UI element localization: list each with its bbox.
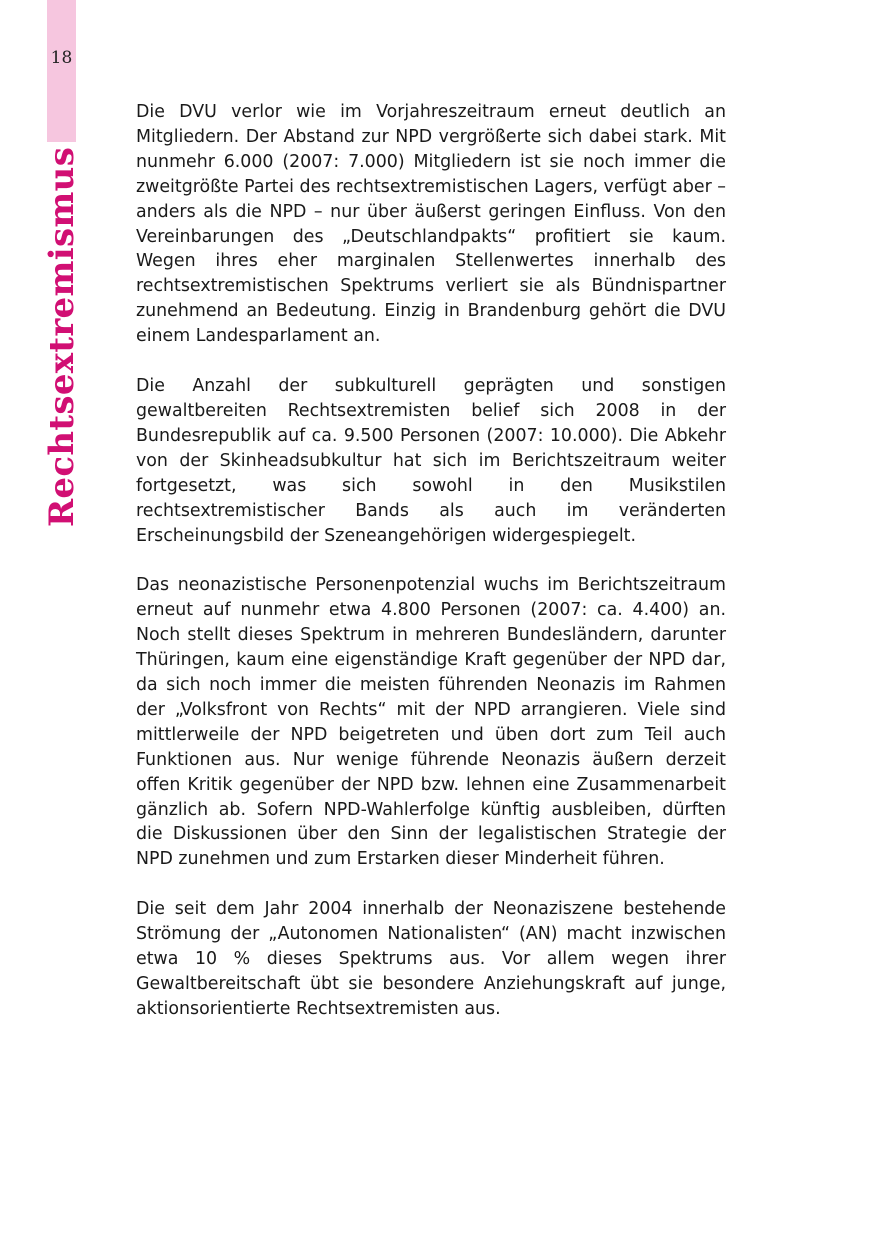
- section-title: Rechtsextremismus: [42, 146, 82, 528]
- main-text: [136, 100, 726, 1047]
- paragraph-subculture: Die Anzahl der subkulturell geprägten und sonstigen gewaltbereiten Rechtsextremisten belief sich 2008 in der Bundesrepublik auf ca. 9.500 Personen (2007: 10.000). Die Abkehr von der Skinheadsubkultur hat sich im Berichtszeitraum weiter fortgesetzt, was sich sowohl in den Musikstilen rechtsextremistischer Bands als auch im veränderten Erscheinungsbild der Szeneangehörigen widergespiegelt.: [136, 376, 726, 546]
- side-tab-marker: [47, 0, 76, 142]
- paragraph-neonazi: Das neonazistische Personenpotenzial wuchs im Berichtszeitraum erneut auf nunmehr etwa 4.800 Personen (2007: ca. 4.400) an. Noch stellt dieses Spektrum in mehreren Bundesländern, darunter Thüringen, kaum eine eigenständige Kraft gegenüber der NPD dar, da sich noch immer die meisten führenden Neonazis im Rahmen der „Volksfront von Rechts“ mit der NPD arrangieren. Viele sind mittlerweile der NPD beigetreten und üben dort zum Teil auch Funktionen aus. Nur wenige führende Neonazis äußern derzeit offen Kritik gegenüber der NPD bzw. lehnen eine Zusammenarbeit gänzlich ab. Sofern NPD-Wahlerfolge künftig ausbleiben, dürften die Diskussionen über den Sinn der legalistischen Strategie der NPD zunehmen und zum Erstarken dieser Minderheit führen.: [136, 575, 726, 870]
- page-number: 18: [50, 48, 73, 68]
- paragraph-autonomous-nationalists: Die seit dem Jahr 2004 innerhalb der Neonaziszene bestehende Strömung der „Autonomen Nationalisten“ (AN) macht inzwischen etwa 10 % dieses Spektrums aus. Vor allem wegen ihrer Gewaltbereitschaft übt sie besondere Anziehungskraft auf junge, aktionsorientierte Rechtsextremisten aus.: [136, 899, 726, 1019]
- paragraph-dvu: Die DVU verlor wie im Vorjahreszeitraum erneut deutlich an Mitgliedern. Der Abstand zur NPD vergrößerte sich dabei stark. Mit nunmehr 6.000 (2007: 7.000) Mitgliedern ist sie noch immer die zweitgrößte Partei des rechtsextremistischen Lagers, verfügt aber – anders als die NPD – nur über äußerst geringen Einfluss. Von den Vereinbarungen des „Deutschlandpakts“ profitiert sie kaum. Wegen ihres eher marginalen Stellenwertes innerhalb des rechtsextremistischen Spektrums verliert sie als Bündnispartner zunehmend an Bedeutung. Einzig in Brandenburg gehört die DVU einem Landesparlament an.: [136, 102, 726, 347]
